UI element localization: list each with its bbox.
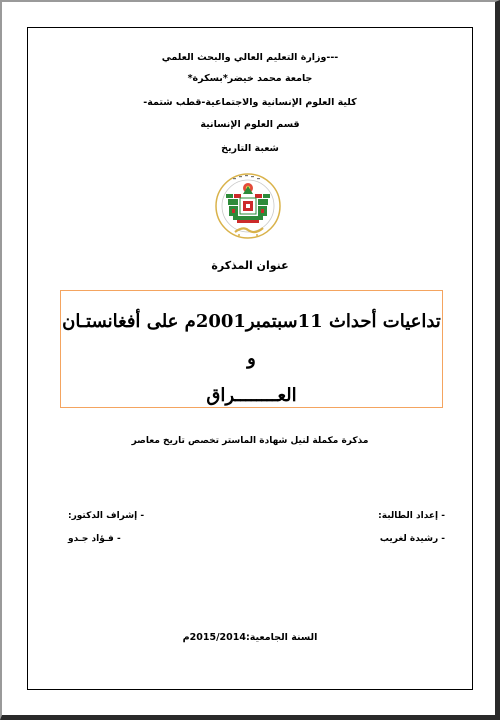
faculty-line: كلية العلوم الإنسانية والاجتماعية-قطب شتمة- [143,97,357,108]
memo-title-label: عنوان المذكرة [211,259,289,272]
thesis-title-box [60,290,443,408]
university-line: جامعة محمد خيضر*بسكرة* [187,73,313,84]
supervisor-label: - إشراف الدكتور: [68,511,145,521]
prepared-by-label: - إعداد الطالبة: [378,511,445,521]
thesis-title [61,303,442,414]
university-seal-icon [213,172,283,248]
degree-subtitle: مذكرة مكملة لنيل شهادة الماستر تخصص تاريخ معاصر [131,436,369,446]
student-name: - رشيدة لغريب [379,534,445,544]
ministry-line: ---وزارة التعليم العالي والبحث العلمي [161,52,339,63]
supervisor-name: - فـؤاد جـدو [68,534,121,544]
division-line: شعبة التاريخ [221,143,279,154]
department-line: قسم العلوم الإنسانية [200,119,300,130]
thesis-title-line-1: تداعيات أحداث 11سبتمبر2001م على أفغانستـان و [62,311,441,369]
academic-year: السنة الجامعية:2015/2014م [182,632,318,643]
thesis-title-line-2: العــــــــراق [206,385,297,406]
